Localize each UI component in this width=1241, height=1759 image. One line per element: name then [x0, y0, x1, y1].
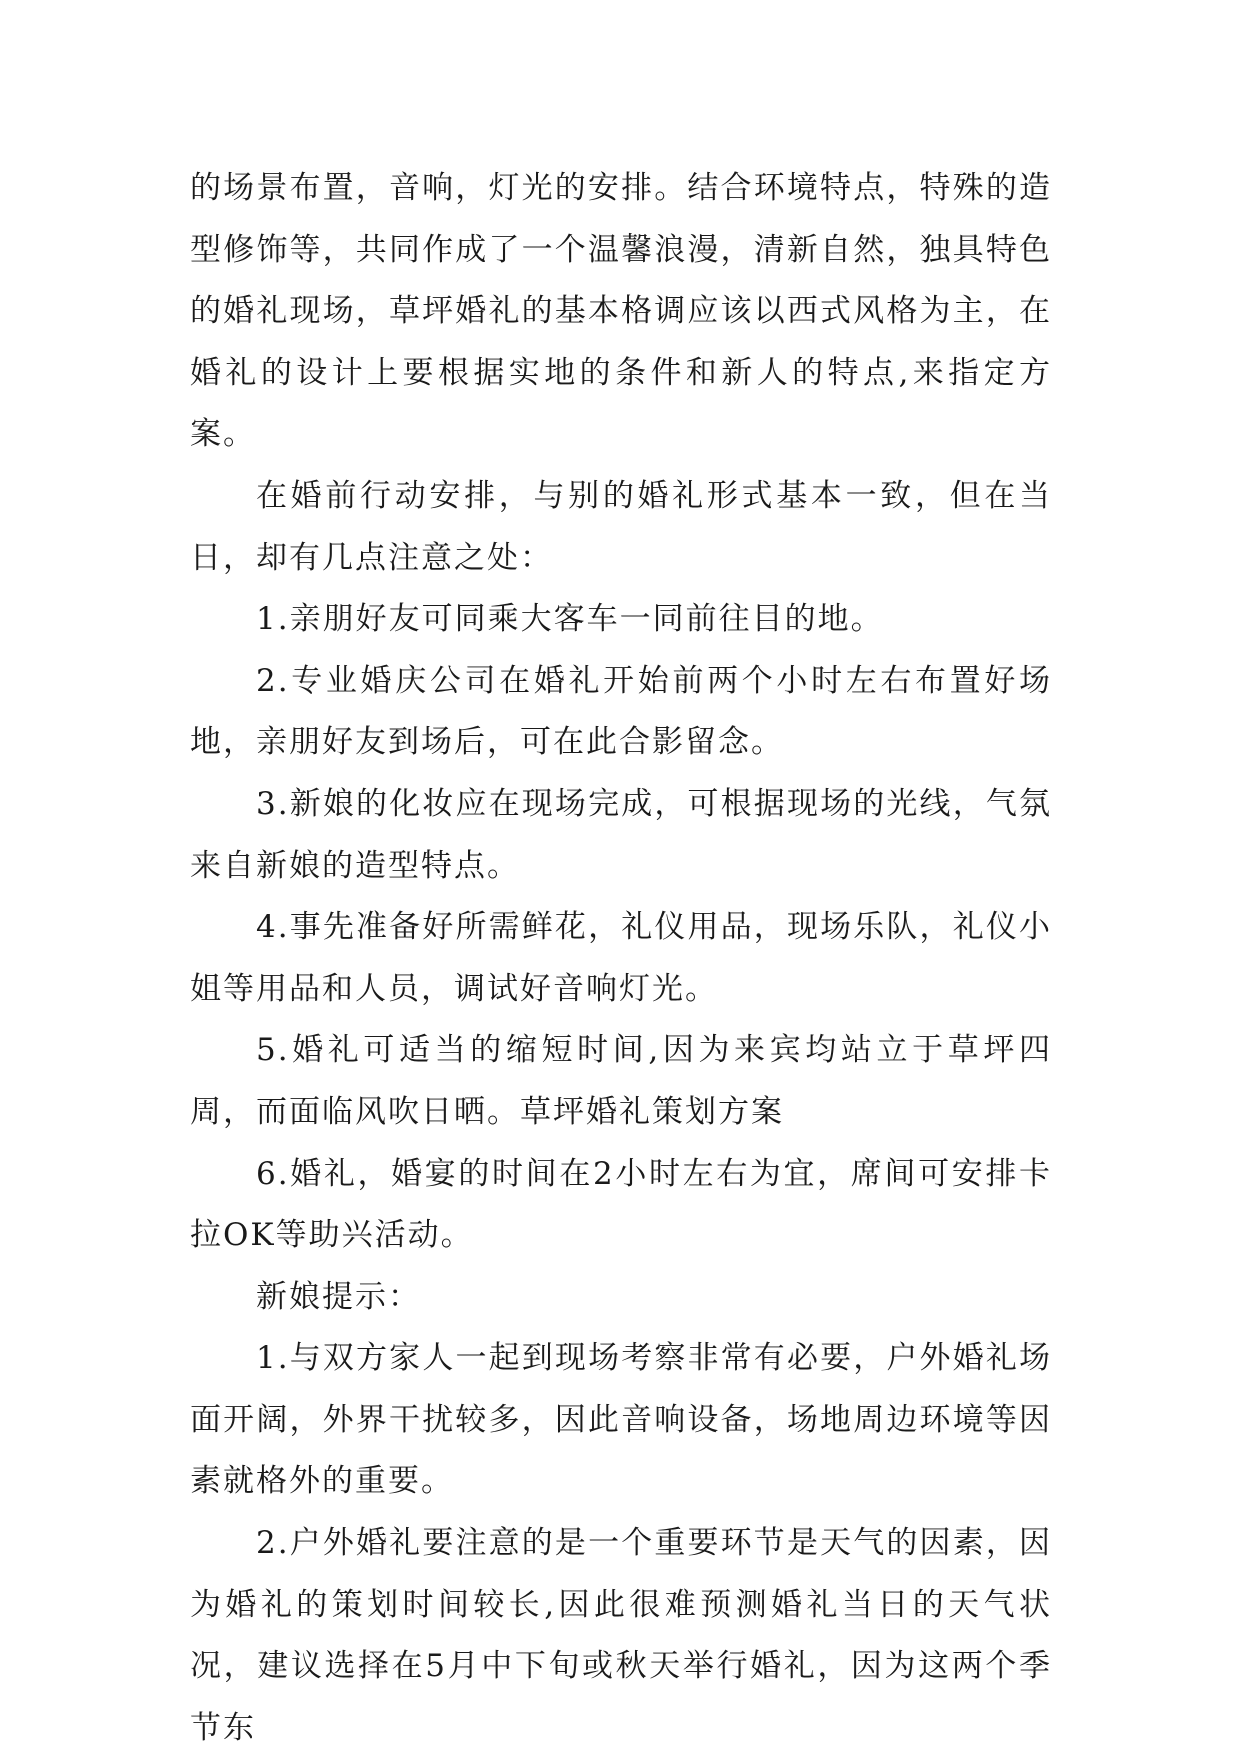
list-item: 2.户外婚礼要注意的是一个重要环节是天气的因素，因为婚礼的策划时间较长,因此很难预测婚礼当日的天气状况，建议选择在5月中下旬或秋天举行婚礼，因为这两个季节东	[190, 1525, 1052, 1746]
list-item: 3.新娘的化妆应在现场完成，可根据现场的光线，气氛来自新娘的造型特点。	[190, 785, 1052, 884]
list-item: 1.亲朋好友可同乘大客车一同前往目的地。	[256, 601, 884, 638]
list-item: 6.婚礼，婚宴的时间在2小时左右为宜，席间可安排卡拉OK等助兴活动。	[190, 1155, 1052, 1254]
list-item: 4.事先准备好所需鲜花，礼仪用品，现场乐队，礼仪小姐等用品和人员，调试好音响灯光。	[190, 909, 1052, 1007]
document-body	[190, 158, 1052, 1759]
list-item: 1.与双方家人一起到现场考察非常有必要，户外婚礼场面开阔，外界干扰较多，因此音响设备，场地周边环境等因素就格外的重要。	[190, 1340, 1052, 1500]
list-item: 5.婚礼可适当的缩短时间,因为来宾均站立于草坪四周，而面临风吹日晒。草坪婚礼策划方案	[190, 1032, 1052, 1130]
paragraph-intro: 的场景布置，音响，灯光的安排。结合环境特点，特殊的造型修饰等，共同作成了一个温馨浪漫，清新自然，独具特色的婚礼现场，草坪婚礼的基本格调应该以西式风格为主，在婚礼的设计上要根据实地的条件和新人的特点,来指定方案。	[190, 170, 1052, 453]
paragraph-pre-wedding: 在婚前行动安排，与别的婚礼形式基本一致，但在当日，却有几点注意之处：	[190, 477, 1052, 576]
section-heading-bride-tips: 新娘提示：	[256, 1278, 421, 1315]
list-item: 2.专业婚庆公司在婚礼开始前两个小时左右布置好场地，亲朋好友到场后，可在此合影留念。	[190, 662, 1052, 761]
